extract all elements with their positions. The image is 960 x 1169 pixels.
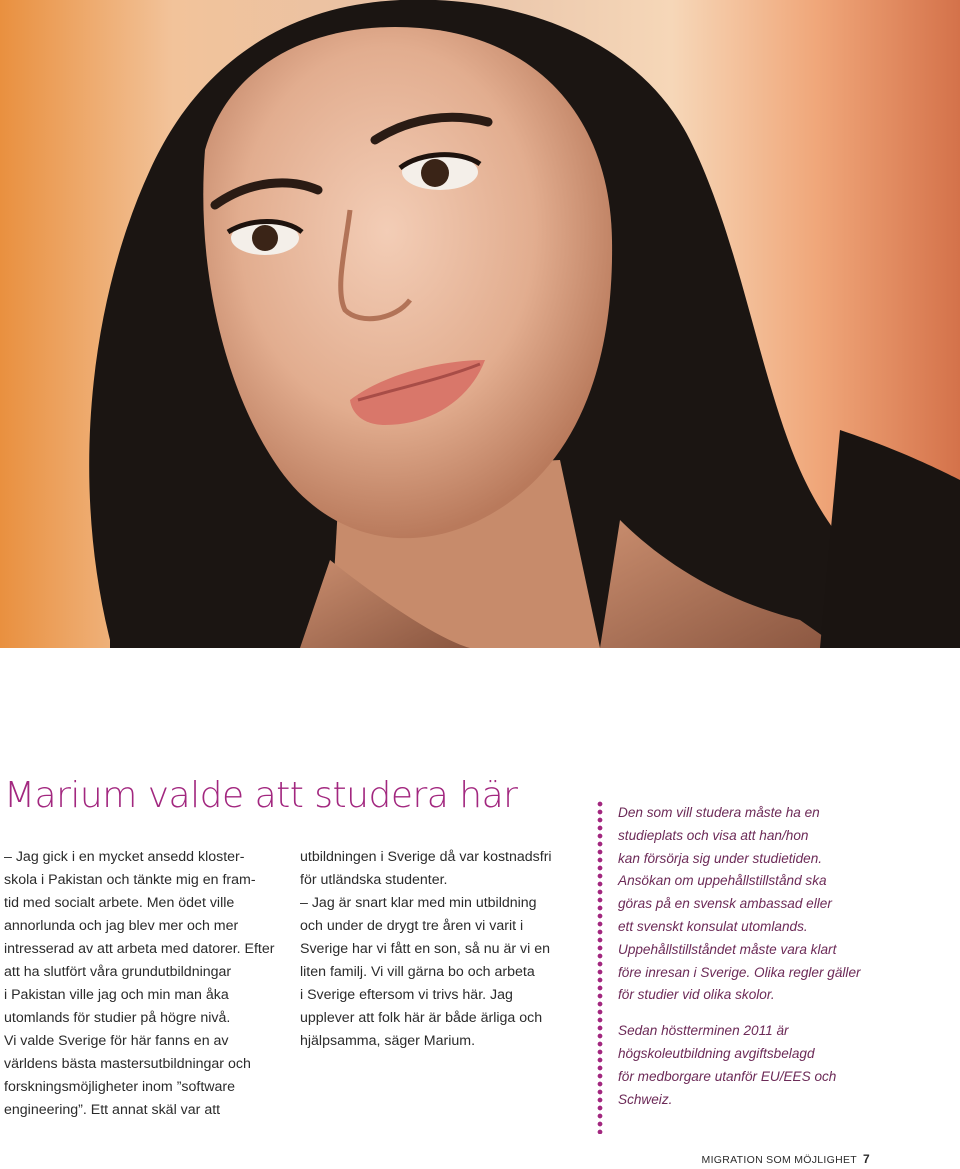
text-line: forskningsmöjligheter inom ”software (4, 1079, 236, 1095)
body-paragraph (4, 846, 276, 1122)
text-line: Vi valde Sverige för här fanns en av (4, 1033, 229, 1049)
text-line: studieplats och visa att han/hon (618, 827, 809, 843)
text-line: upplever att folk här är både ärliga och (300, 1010, 543, 1026)
text-line: tid med socialt arbete. Men ödet ville (4, 895, 235, 911)
text-line: för utländska studenter. (300, 872, 448, 888)
text-line: ett svenskt konsulat utomlands. (618, 918, 808, 934)
text-line: Schweiz. (618, 1091, 673, 1107)
footer-section-name: MIGRATION SOM MÖJLIGHET (701, 1154, 858, 1166)
page-number: 7 (863, 1152, 870, 1166)
text-line: i Sverige eftersom vi trivs här. Jag (300, 987, 513, 1003)
text-line: liten familj. Vi vill gärna bo och arbeta (300, 964, 535, 980)
text-line: – Jag gick i en mycket ansedd kloster- (4, 849, 245, 865)
sidebar-paragraph-2 (618, 1020, 858, 1111)
text-line: – Jag är snart klar med min utbildning (300, 895, 537, 911)
text-line: utbildningen i Sverige då var kostnadsfri (300, 849, 552, 865)
text-line: intresserad av att arbeta med datorer. Efter (4, 941, 275, 957)
text-line: och under de drygt tre åren vi varit i (300, 918, 524, 934)
page-footer (702, 1152, 870, 1166)
text-line: annorlunda och jag blev mer och mer (4, 918, 239, 934)
sidebar-paragraph-1 (618, 802, 861, 1007)
text-line: Sedan höstterminen 2011 är (618, 1023, 789, 1039)
text-line: högskoleutbildning avgiftsbelagd (618, 1045, 815, 1061)
text-line: före inresan i Sverige. Olika regler gäller (618, 964, 861, 980)
text-line: engineering”. Ett annat skäl var att (4, 1102, 221, 1118)
text-line: i Pakistan ville jag och min man åka (4, 987, 229, 1003)
article-column-2 (300, 846, 572, 1053)
dotted-divider (597, 800, 603, 1134)
text-line: Uppehållstillståndet måste vara klart (618, 941, 837, 957)
text-line: för medborgare utanför EU/EES och (618, 1068, 837, 1084)
text-line: Sverige har vi fått en son, så nu är vi en (300, 941, 550, 957)
text-line: att ha slutfört våra grundutbildningar (4, 964, 232, 980)
text-line: kan försörja sig under studietiden. (618, 850, 823, 866)
text-line: Den som vill studera måste ha en (618, 805, 820, 820)
text-line: skola i Pakistan och tänkte mig en fram- (4, 872, 256, 888)
article-column-1 (4, 846, 276, 1122)
body-paragraph (300, 846, 572, 1053)
text-line: Ansökan om uppehållstillstånd ska (618, 873, 827, 889)
text-line: göras på en svensk ambassad eller (618, 896, 832, 912)
article-title: Marium valde att studera här (4, 775, 518, 816)
fact-sidebar (618, 802, 861, 1124)
text-line: för studier vid olika skolor. (618, 987, 775, 1003)
text-line: hjälpsamma, säger Marium. (300, 1033, 476, 1049)
text-line: världens bästa mastersutbildningar och (4, 1056, 251, 1072)
text-line: utomlands för studier på högre nivå. (4, 1010, 231, 1026)
